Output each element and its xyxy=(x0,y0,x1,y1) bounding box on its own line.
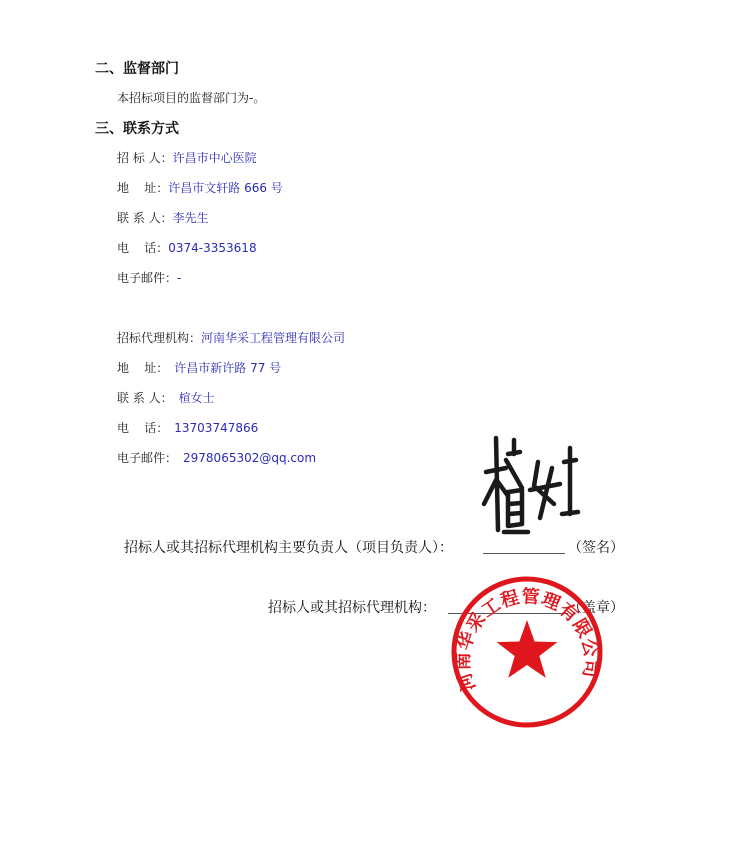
leader-signature-suffix: （签名） xyxy=(568,540,624,556)
agency-email-row xyxy=(117,449,316,466)
agency-email-label: 电子邮件： xyxy=(117,451,178,465)
agency-name-row xyxy=(117,329,345,346)
contact-heading: 三、联系方式 xyxy=(95,121,179,137)
agency-name-label: 招标代理机构： xyxy=(117,331,202,345)
agency-contact-value: 楦女士 xyxy=(178,391,215,405)
tenderer-name-row xyxy=(117,149,257,166)
agency-address-value: 许昌市新许路 77 号 xyxy=(174,361,282,375)
tenderer-name-value: 许昌市中心医院 xyxy=(172,151,257,165)
leader-signature-label: 招标人或其招标代理机构主要负责人（项目负责人）： xyxy=(124,540,453,556)
agency-phone-value: 13703747866 xyxy=(174,421,259,435)
agency-phone-label: 电 话： xyxy=(117,421,169,435)
agency-seal-suffix: （盖章） xyxy=(568,600,624,616)
agency-email-value: 2978065302@qq.com xyxy=(183,451,317,465)
agency-phone-row xyxy=(117,419,258,436)
supervision-text: 本招标项目的监督部门为-。 xyxy=(117,91,266,105)
tenderer-address-value: 许昌市文轩路 666 号 xyxy=(168,181,283,195)
tenderer-email-label: 电子邮件： xyxy=(117,271,178,285)
tenderer-contact-label: 联 系 人： xyxy=(117,211,173,225)
leader-signature-line xyxy=(483,553,565,554)
agency-contact-label: 联 系 人： xyxy=(117,391,173,405)
seal-text: 河南华采工程管理有限公司 xyxy=(452,586,602,694)
tenderer-phone-row xyxy=(117,239,257,256)
agency-name-value: 河南华采工程管理有限公司 xyxy=(201,331,346,345)
tenderer-contact-value: 李先生 xyxy=(172,211,209,225)
tenderer-phone-label: 电 话： xyxy=(117,241,169,255)
supervision-heading: 二、监督部门 xyxy=(95,61,179,77)
tenderer-contact-row xyxy=(117,209,209,226)
agency-address-row xyxy=(117,359,281,376)
agency-seal-label: 招标人或其招标代理机构： xyxy=(268,600,436,616)
company-seal-image xyxy=(447,572,607,732)
tenderer-name-label: 招 标 人： xyxy=(117,151,173,165)
agency-address-label: 地 址： xyxy=(117,361,169,375)
handwritten-signature-image xyxy=(478,432,578,542)
tenderer-address-row xyxy=(117,179,283,196)
tenderer-email-value: - xyxy=(177,271,182,285)
tenderer-email-row xyxy=(117,269,181,286)
agency-contact-row xyxy=(117,389,215,406)
tenderer-address-label: 地 址： xyxy=(117,181,169,195)
tenderer-phone-value: 0374-3353618 xyxy=(168,241,257,255)
